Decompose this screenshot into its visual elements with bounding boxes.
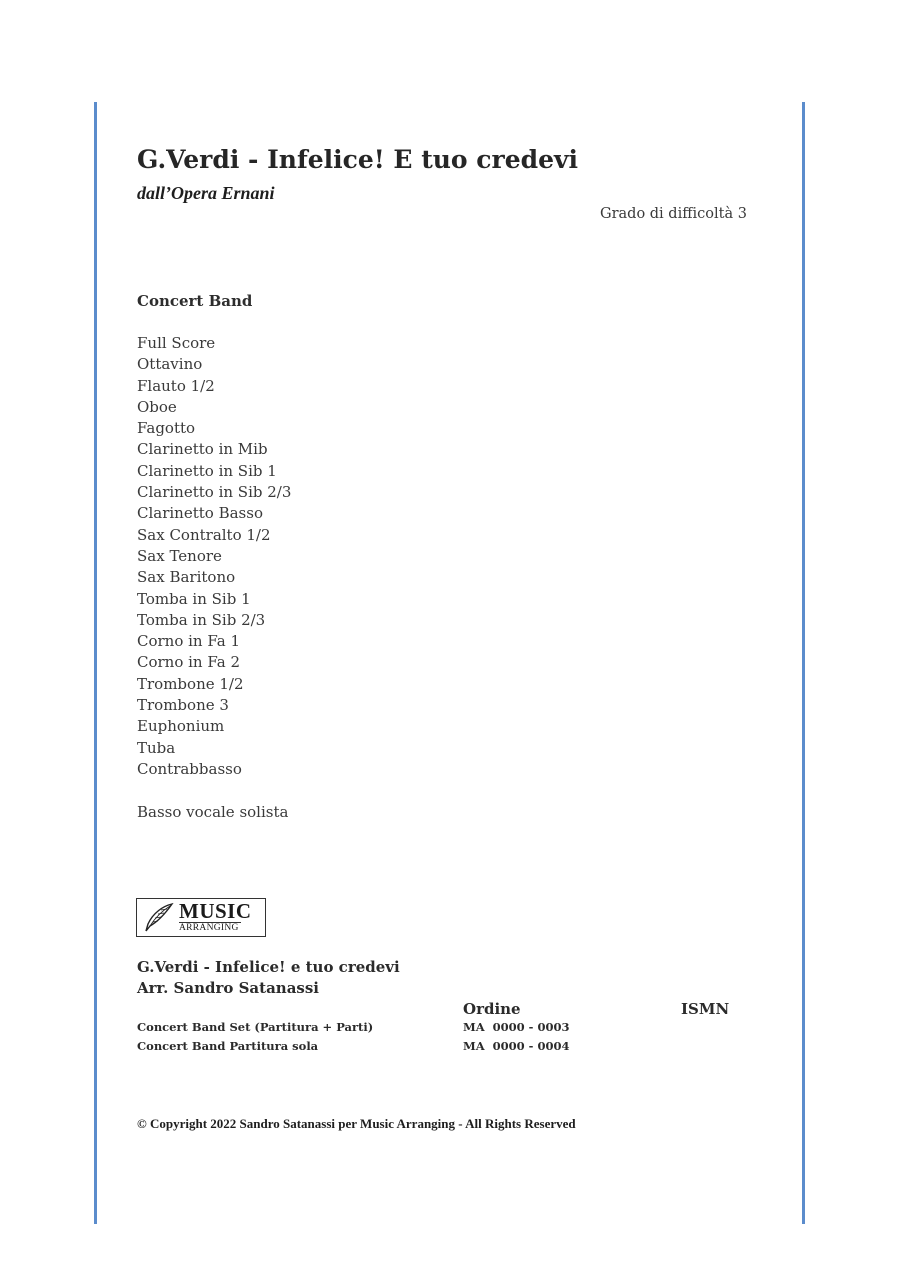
product-order-code: MA 0000 - 0004 bbox=[463, 1039, 570, 1053]
product-row bbox=[137, 1039, 737, 1057]
part-item: Clarinetto in Sib 2/3 bbox=[137, 483, 292, 502]
part-item: Corno in Fa 1 bbox=[137, 632, 241, 651]
part-item: Clarinetto in Mib bbox=[137, 440, 268, 459]
part-item: Sax Contralto 1/2 bbox=[137, 525, 271, 544]
page-title: G.Verdi - Infelice! E tuo credevi bbox=[137, 145, 579, 174]
part-item: Trombone 1/2 bbox=[137, 674, 244, 693]
catalog-arranger: Arr. Sandro Satanassi bbox=[137, 979, 319, 997]
soloist-note: Basso vocale solista bbox=[137, 803, 289, 821]
music-arranging-logo bbox=[136, 898, 266, 937]
copyright-notice: © Copyright 2022 Sandro Satanassi per Music Arranging - All Rights Reserved bbox=[137, 1116, 576, 1131]
product-order-code: MA 0000 - 0003 bbox=[463, 1020, 570, 1034]
part-item: Corno in Fa 2 bbox=[137, 653, 241, 672]
part-item: Tomba in Sib 2/3 bbox=[137, 610, 266, 629]
part-item: Tomba in Sib 1 bbox=[137, 589, 251, 608]
part-item: Clarinetto Basso bbox=[137, 504, 263, 523]
part-item: Full Score bbox=[137, 334, 216, 352]
parts-list bbox=[137, 333, 291, 780]
part-item: Euphonium bbox=[137, 717, 225, 736]
ismn-column-header: ISMN bbox=[681, 1000, 730, 1018]
difficulty-grade: Grado di difficoltà 3 bbox=[600, 206, 747, 222]
catalog-title: G.Verdi - Infelice! e tuo credevi bbox=[137, 958, 400, 976]
product-name: Concert Band Partitura sola bbox=[137, 1039, 319, 1053]
product-name: Concert Band Set (Partitura + Parti) bbox=[137, 1020, 374, 1034]
part-item: Contrabbasso bbox=[137, 759, 242, 778]
page-subtitle: dall’Opera Ernani bbox=[137, 183, 275, 203]
part-item: Oboe bbox=[137, 397, 177, 416]
part-item: Tuba bbox=[137, 738, 176, 757]
logo-text-arranging: ARRANGING bbox=[179, 923, 239, 933]
part-item: Ottavino bbox=[137, 355, 203, 374]
quill-icon bbox=[141, 902, 175, 934]
part-item: Sax Baritono bbox=[137, 568, 236, 587]
left-margin-rule bbox=[94, 102, 97, 1224]
part-item: Clarinetto in Sib 1 bbox=[137, 461, 277, 480]
part-item: Sax Tenore bbox=[137, 546, 222, 565]
logo-text-music: MUSIC bbox=[179, 899, 252, 923]
part-item: Flauto 1/2 bbox=[137, 376, 215, 395]
part-item: Fagotto bbox=[137, 419, 196, 438]
right-margin-rule bbox=[802, 102, 805, 1224]
ensemble-heading: Concert Band bbox=[137, 292, 253, 310]
part-item: Trombone 3 bbox=[137, 696, 229, 715]
product-row bbox=[137, 1020, 737, 1038]
order-column-header: Ordine bbox=[463, 1000, 521, 1018]
